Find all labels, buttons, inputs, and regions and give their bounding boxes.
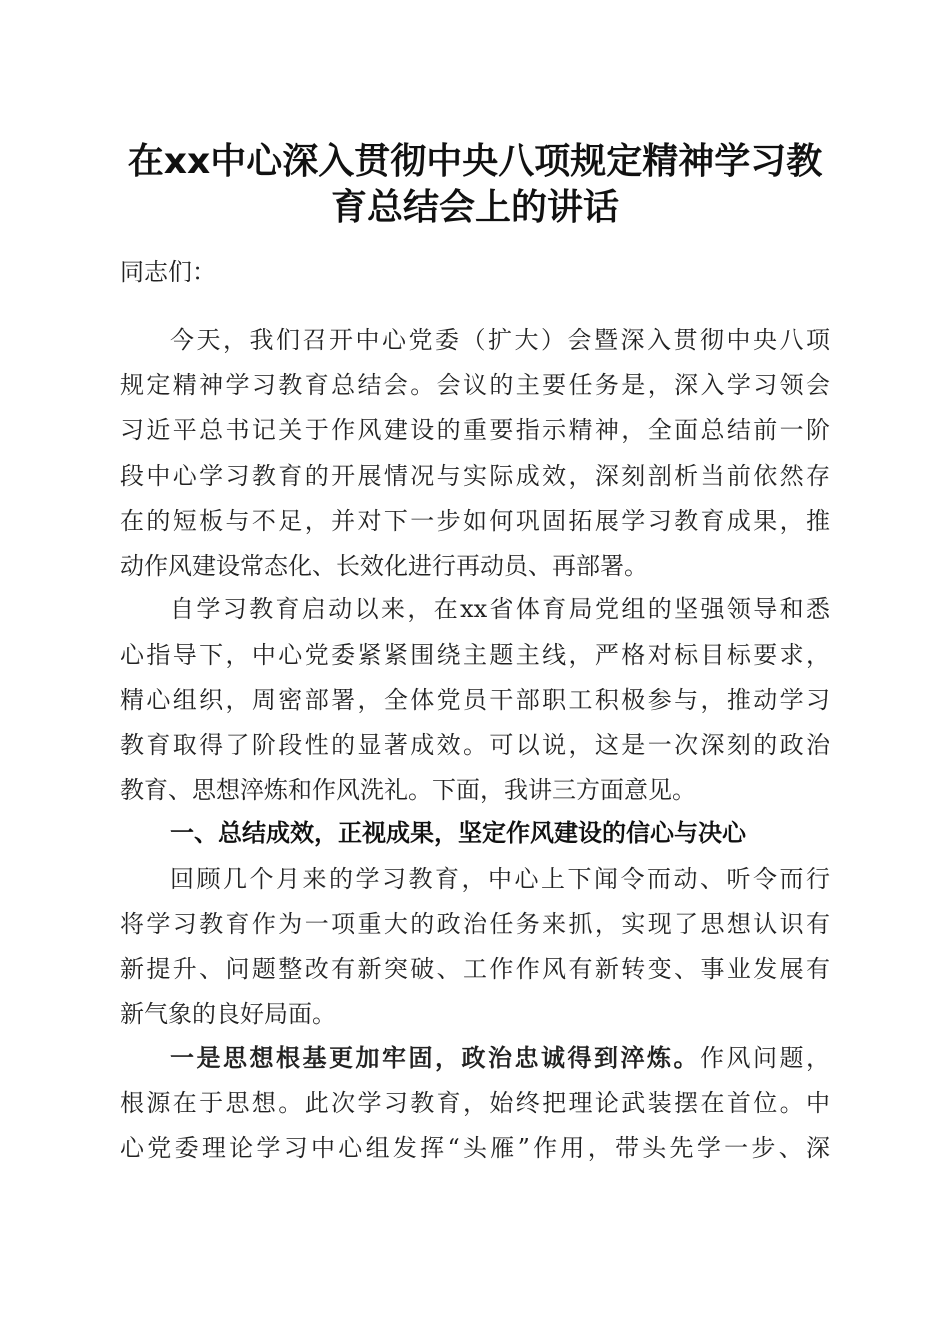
paragraph-line: 动作风建设常态化、长效化进行再动员、再部署。 [120, 552, 648, 580]
paragraph-line: 规定精神学习教育总结会。会议的主要任务是，深入学习领会 [120, 371, 830, 399]
paragraph-line: 回顾几个月来的学习教育，中心上下闻令而动、听令而行 [170, 865, 830, 893]
document-title-line-1: 在xx中心深入贯彻中央八项规定精神学习教 [127, 141, 823, 182]
document-title-line-2: 育总结会上的讲话 [330, 187, 619, 228]
paragraph-line: 今天，我们召开中心党委（扩大）会暨深入贯彻中央八项 [170, 326, 830, 354]
paragraph-line: 教育取得了阶段性的显著成效。可以说，这是一次深刻的政治 [120, 731, 830, 759]
paragraph-line: 教育、思想淬炼和作风洗礼。下面，我讲三方面意见。 [120, 776, 696, 804]
paragraph-line: 精心组织，周密部署，全体党员干部职工积极参与，推动学习 [120, 686, 830, 714]
paragraph-line: 根源在于思想。此次学习教育，始终把理论武装摆在首位。中 [120, 1089, 830, 1117]
paragraph-line [170, 1043, 830, 1073]
paragraph-line: 在的短板与不足，并对下一步如何巩固拓展学习教育成果，推 [120, 507, 830, 535]
section-heading: 一、总结成效，正视成果，坚定作风建设的信心与决心 [170, 819, 746, 847]
paragraph-line: 心指导下，中心党委紧紧围绕主题主线，严格对标目标要求， [120, 641, 830, 669]
paragraph-line: 自学习教育启动以来，在xx省体育局党组的坚强领导和悉 [170, 595, 830, 623]
paragraph-line: 新提升、问题整改有新突破、工作作风有新转变、事业发展有 [120, 955, 830, 983]
paragraph-line: 将学习教育作为一项重大的政治任务来抓，实现了思想认识有 [120, 910, 830, 938]
paragraph-lead-sentence: 一是思想根基更加牢固，政治忠诚得到淬炼。 [170, 1043, 700, 1072]
paragraph-line: 心党委理论学习中心组发挥“头雁”作用，带头先学一步、深 [120, 1134, 830, 1162]
paragraph-lead-continuation: 作风问题， [700, 1044, 830, 1072]
paragraph-line: 新气象的良好局面。 [120, 1000, 336, 1028]
paragraph-line: 习近平总书记关于作风建设的重要指示精神，全面总结前一阶 [120, 416, 830, 444]
paragraph-line: 段中心学习教育的开展情况与实际成效，深刻剖析当前依然存 [120, 462, 830, 490]
salutation: 同志们： [120, 258, 216, 286]
